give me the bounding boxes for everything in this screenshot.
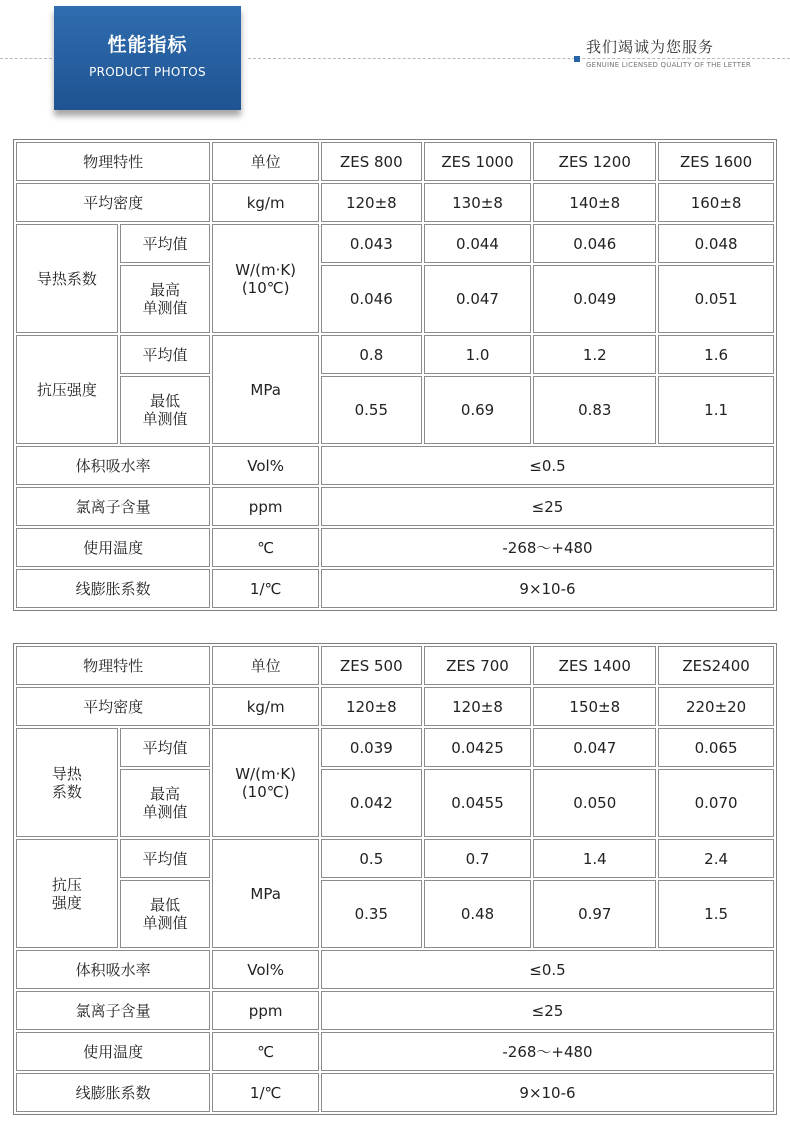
value-cell: 0.044 xyxy=(424,224,532,263)
row-label: 氯离子含量 xyxy=(16,991,210,1030)
table-row-absorption xyxy=(16,446,774,485)
table-row-chloride xyxy=(16,487,774,526)
table-row-conductivity-max xyxy=(16,265,774,333)
sub-label: 平均值 xyxy=(120,335,211,374)
value-cell: 0.039 xyxy=(321,728,422,767)
row-unit xyxy=(212,728,319,837)
value-cell: ≤0.5 xyxy=(321,950,774,989)
value-cell: ≤0.5 xyxy=(321,446,774,485)
value-cell: 0.97 xyxy=(533,880,656,948)
row-unit: MPa xyxy=(212,335,319,444)
value-cell: 0.0455 xyxy=(424,769,532,837)
value-cell: 0.047 xyxy=(424,265,532,333)
value-cell: 120±8 xyxy=(424,687,532,726)
sub-label xyxy=(120,880,211,948)
value-cell: 220±20 xyxy=(658,687,774,726)
sub-label-line: 最低 xyxy=(149,896,180,914)
row-label: 使用温度 xyxy=(16,1032,210,1071)
table-row-strength-min xyxy=(16,376,774,444)
section-subtitle: PRODUCT PHOTOS xyxy=(89,65,206,79)
header-model: ZES 500 xyxy=(321,646,422,685)
row-label xyxy=(16,728,118,837)
table-header-row xyxy=(16,646,774,685)
value-cell: 9×10-6 xyxy=(321,569,774,608)
table-row-strength-avg xyxy=(16,335,774,374)
value-cell: -268～+480 xyxy=(321,528,774,567)
row-label-line: 系数 xyxy=(51,782,82,801)
table-row-conductivity-avg xyxy=(16,224,774,263)
row-unit: Vol% xyxy=(212,446,319,485)
sub-label-line: 单测值 xyxy=(142,914,188,932)
value-cell: 0.046 xyxy=(321,265,422,333)
table-row-chloride xyxy=(16,991,774,1030)
page-header xyxy=(0,0,790,128)
value-cell: 1.0 xyxy=(424,335,532,374)
value-cell: 0.049 xyxy=(533,265,656,333)
value-cell: 0.051 xyxy=(658,265,774,333)
square-bullet-icon xyxy=(574,56,580,62)
value-cell: 120±8 xyxy=(321,687,422,726)
table-row-strength-avg xyxy=(16,839,774,878)
row-label: 氯离子含量 xyxy=(16,487,210,526)
table-row-temperature xyxy=(16,1032,774,1071)
service-slogan: 我们竭诚为您服务 xyxy=(586,38,715,56)
row-label xyxy=(16,224,118,333)
table-row-density xyxy=(16,687,774,726)
row-label-text: 抗压强度 xyxy=(36,380,97,399)
value-cell: 0.55 xyxy=(321,376,422,444)
row-label: 体积吸水率 xyxy=(16,446,210,485)
header-unit: 单位 xyxy=(212,646,319,685)
table-row-conductivity-avg xyxy=(16,728,774,767)
value-cell: 1.2 xyxy=(533,335,656,374)
row-label: 平均密度 xyxy=(16,183,210,222)
value-cell: 0.050 xyxy=(533,769,656,837)
table-row-expansion xyxy=(16,1073,774,1112)
sub-label: 平均值 xyxy=(120,728,211,767)
value-cell: 0.046 xyxy=(533,224,656,263)
value-cell: 0.043 xyxy=(321,224,422,263)
value-cell: 0.83 xyxy=(533,376,656,444)
row-unit: ℃ xyxy=(212,1032,319,1071)
sub-label-line: 单测值 xyxy=(142,299,188,317)
row-unit: Vol% xyxy=(212,950,319,989)
header-model: ZES2400 xyxy=(658,646,774,685)
value-cell: 0.48 xyxy=(424,880,532,948)
table-row-strength-min xyxy=(16,880,774,948)
unit-line: W/(m·K) xyxy=(235,260,297,279)
header-model: ZES 1600 xyxy=(658,142,774,181)
row-unit: 1/℃ xyxy=(212,569,319,608)
sub-label-line: 最低 xyxy=(149,392,180,410)
value-cell: 1.5 xyxy=(658,880,774,948)
sub-label xyxy=(120,265,211,333)
value-cell: 0.048 xyxy=(658,224,774,263)
header-unit: 单位 xyxy=(212,142,319,181)
table-row-expansion xyxy=(16,569,774,608)
row-unit: ppm xyxy=(212,991,319,1030)
table-header-row xyxy=(16,142,774,181)
row-unit xyxy=(212,224,319,333)
value-cell: 0.5 xyxy=(321,839,422,878)
row-label: 平均密度 xyxy=(16,687,210,726)
value-cell: ≤25 xyxy=(321,991,774,1030)
header-divider-left xyxy=(0,58,52,59)
unit-line: (10℃) xyxy=(241,782,290,801)
unit-line: W/(m·K) xyxy=(235,764,297,783)
sub-label-line: 单测值 xyxy=(142,803,188,821)
value-cell: 0.69 xyxy=(424,376,532,444)
sub-label: 平均值 xyxy=(120,224,211,263)
row-label: 线膨胀系数 xyxy=(16,569,210,608)
row-unit: 1/℃ xyxy=(212,1073,319,1112)
sub-label: 平均值 xyxy=(120,839,211,878)
value-cell: -268～+480 xyxy=(321,1032,774,1071)
row-unit: kg/m xyxy=(212,687,319,726)
value-cell: 0.042 xyxy=(321,769,422,837)
table-row-conductivity-max xyxy=(16,769,774,837)
table-row-temperature xyxy=(16,528,774,567)
spec-table-1 xyxy=(13,139,777,611)
value-cell: 160±8 xyxy=(658,183,774,222)
sub-label-line: 单测值 xyxy=(142,410,188,428)
row-unit: ℃ xyxy=(212,528,319,567)
sub-label xyxy=(120,376,211,444)
header-model: ZES 1400 xyxy=(533,646,656,685)
sub-label-line: 最高 xyxy=(149,281,180,299)
sub-label-line: 最高 xyxy=(149,785,180,803)
service-slogan-en: GENUINE LICENSED QUALITY OF THE LETTER xyxy=(586,61,751,69)
row-label-line: 抗压 xyxy=(51,875,82,894)
header-model: ZES 1200 xyxy=(533,142,656,181)
value-cell: 0.047 xyxy=(533,728,656,767)
row-label: 线膨胀系数 xyxy=(16,1073,210,1112)
header-model: ZES 700 xyxy=(424,646,532,685)
spec-table-2 xyxy=(13,643,777,1115)
value-cell: 1.1 xyxy=(658,376,774,444)
value-cell: ≤25 xyxy=(321,487,774,526)
header-divider-right xyxy=(248,58,790,59)
value-cell: 0.070 xyxy=(658,769,774,837)
value-cell: 0.065 xyxy=(658,728,774,767)
value-cell: 120±8 xyxy=(321,183,422,222)
row-unit: ppm xyxy=(212,487,319,526)
header-model: ZES 800 xyxy=(321,142,422,181)
value-cell: 0.7 xyxy=(424,839,532,878)
value-cell: 140±8 xyxy=(533,183,656,222)
row-unit: MPa xyxy=(212,839,319,948)
header-property: 物理特性 xyxy=(16,646,210,685)
spec-table xyxy=(14,140,776,610)
value-cell: 0.35 xyxy=(321,880,422,948)
value-cell: 1.6 xyxy=(658,335,774,374)
row-unit: kg/m xyxy=(212,183,319,222)
section-title-banner xyxy=(54,6,241,110)
header-property: 物理特性 xyxy=(16,142,210,181)
spec-table xyxy=(14,644,776,1114)
value-cell: 2.4 xyxy=(658,839,774,878)
row-label-line: 导热 xyxy=(51,764,82,783)
row-label-text: 导热系数 xyxy=(36,269,97,288)
value-cell: 9×10-6 xyxy=(321,1073,774,1112)
value-cell: 150±8 xyxy=(533,687,656,726)
table-row-absorption xyxy=(16,950,774,989)
unit-line: (10℃) xyxy=(241,278,290,297)
value-cell: 0.8 xyxy=(321,335,422,374)
header-model: ZES 1000 xyxy=(424,142,532,181)
table-row-density xyxy=(16,183,774,222)
section-title: 性能指标 xyxy=(107,34,188,56)
sub-label xyxy=(120,769,211,837)
row-label: 使用温度 xyxy=(16,528,210,567)
value-cell: 0.0425 xyxy=(424,728,532,767)
value-cell: 130±8 xyxy=(424,183,532,222)
row-label-line: 强度 xyxy=(51,893,82,912)
value-cell: 1.4 xyxy=(533,839,656,878)
row-label xyxy=(16,839,118,948)
row-label xyxy=(16,335,118,444)
row-label: 体积吸水率 xyxy=(16,950,210,989)
